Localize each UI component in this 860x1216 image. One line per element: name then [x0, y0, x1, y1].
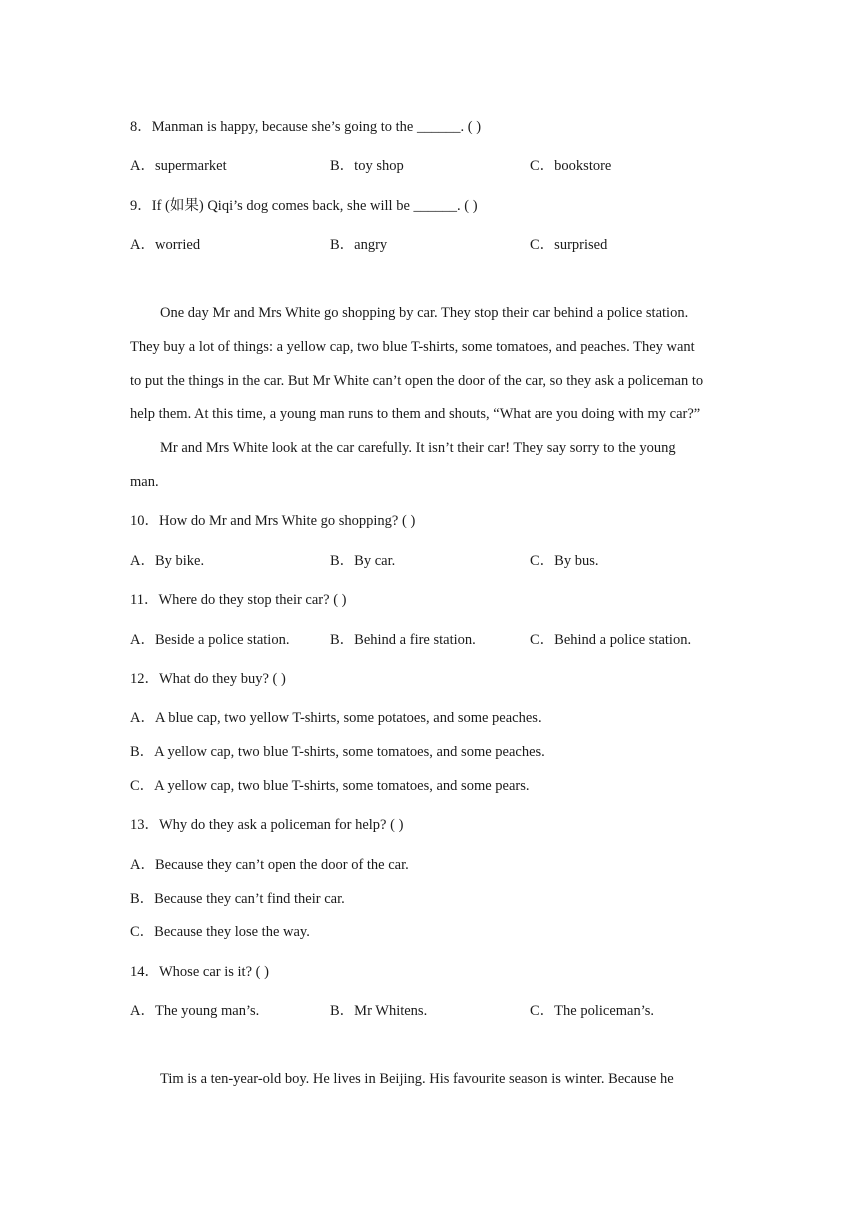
- question-13-option-a: A．Because they can’t open the door of the car.: [130, 857, 409, 873]
- question-12-option-a: A．A blue cap, two yellow T-shirts, some potatoes, and some peaches.: [130, 710, 542, 726]
- question-10-option-b: B．By car.: [330, 553, 396, 569]
- question-11-option-c: C．Behind a police station.: [530, 632, 692, 648]
- passage-1-line: to put the things in the car. But Mr White can’t open the door of the car, so they ask a policeman to: [130, 373, 704, 389]
- question-14-stem: 14．Whose car is it? ( ): [130, 964, 269, 980]
- question-13-option-c: C．Because they lose the way.: [130, 924, 310, 940]
- question-12-option-b: B．A yellow cap, two blue T-shirts, some tomatoes, and some peaches.: [130, 744, 545, 760]
- question-8-option-b: B．toy shop: [330, 158, 404, 174]
- passage-1-line: Mr and Mrs White look at the car carefully. It isn’t their car! They say sorry to the young: [160, 440, 676, 456]
- question-11-stem: 11．Where do they stop their car? ( ): [130, 592, 347, 608]
- question-13-stem: 13．Why do they ask a policeman for help? ( ): [130, 817, 404, 833]
- question-8-option-c: C．bookstore: [530, 158, 612, 174]
- question-10-option-a: A．By bike.: [130, 553, 205, 569]
- question-9-option-c: C．surprised: [530, 237, 608, 253]
- question-8-stem: 8．Manman is happy, because she’s going to the ______. ( ): [130, 119, 482, 135]
- question-9-option-b: B．angry: [330, 237, 388, 253]
- question-11-option-a: A．Beside a police station.: [130, 632, 290, 648]
- passage-1-line: help them. At this time, a young man runs to them and shouts, “What are you doing with my car?”: [130, 406, 701, 422]
- question-11-option-b: B．Behind a fire station.: [330, 632, 476, 648]
- question-10-stem: 10．How do Mr and Mrs White go shopping? ( ): [130, 513, 416, 529]
- question-14-option-a: A．The young man’s.: [130, 1003, 260, 1019]
- question-8-option-a: A．supermarket: [130, 158, 227, 174]
- passage-1-line: They buy a lot of things: a yellow cap, two blue T-shirts, some tomatoes, and peaches. They want: [130, 339, 695, 355]
- question-10-option-c: C．By bus.: [530, 553, 599, 569]
- question-12-option-c: C．A yellow cap, two blue T-shirts, some tomatoes, and some pears.: [130, 778, 530, 794]
- question-9-option-a: A．worried: [130, 237, 201, 253]
- passage-2-line: Tim is a ten-year-old boy. He lives in Beijing. His favourite season is winter. Because he: [160, 1071, 674, 1087]
- question-14-option-b: B．Mr Whitens.: [330, 1003, 428, 1019]
- passage-1-line: man.: [130, 474, 159, 490]
- question-12-stem: 12．What do they buy? ( ): [130, 671, 286, 687]
- question-9-stem: 9．If (如果) Qiqi’s dog comes back, she will be ______. ( ): [130, 198, 478, 214]
- passage-1-line: One day Mr and Mrs White go shopping by car. They stop their car behind a police station.: [160, 305, 689, 321]
- question-14-option-c: C．The policeman’s.: [530, 1003, 655, 1019]
- question-13-option-b: B．Because they can’t find their car.: [130, 891, 345, 907]
